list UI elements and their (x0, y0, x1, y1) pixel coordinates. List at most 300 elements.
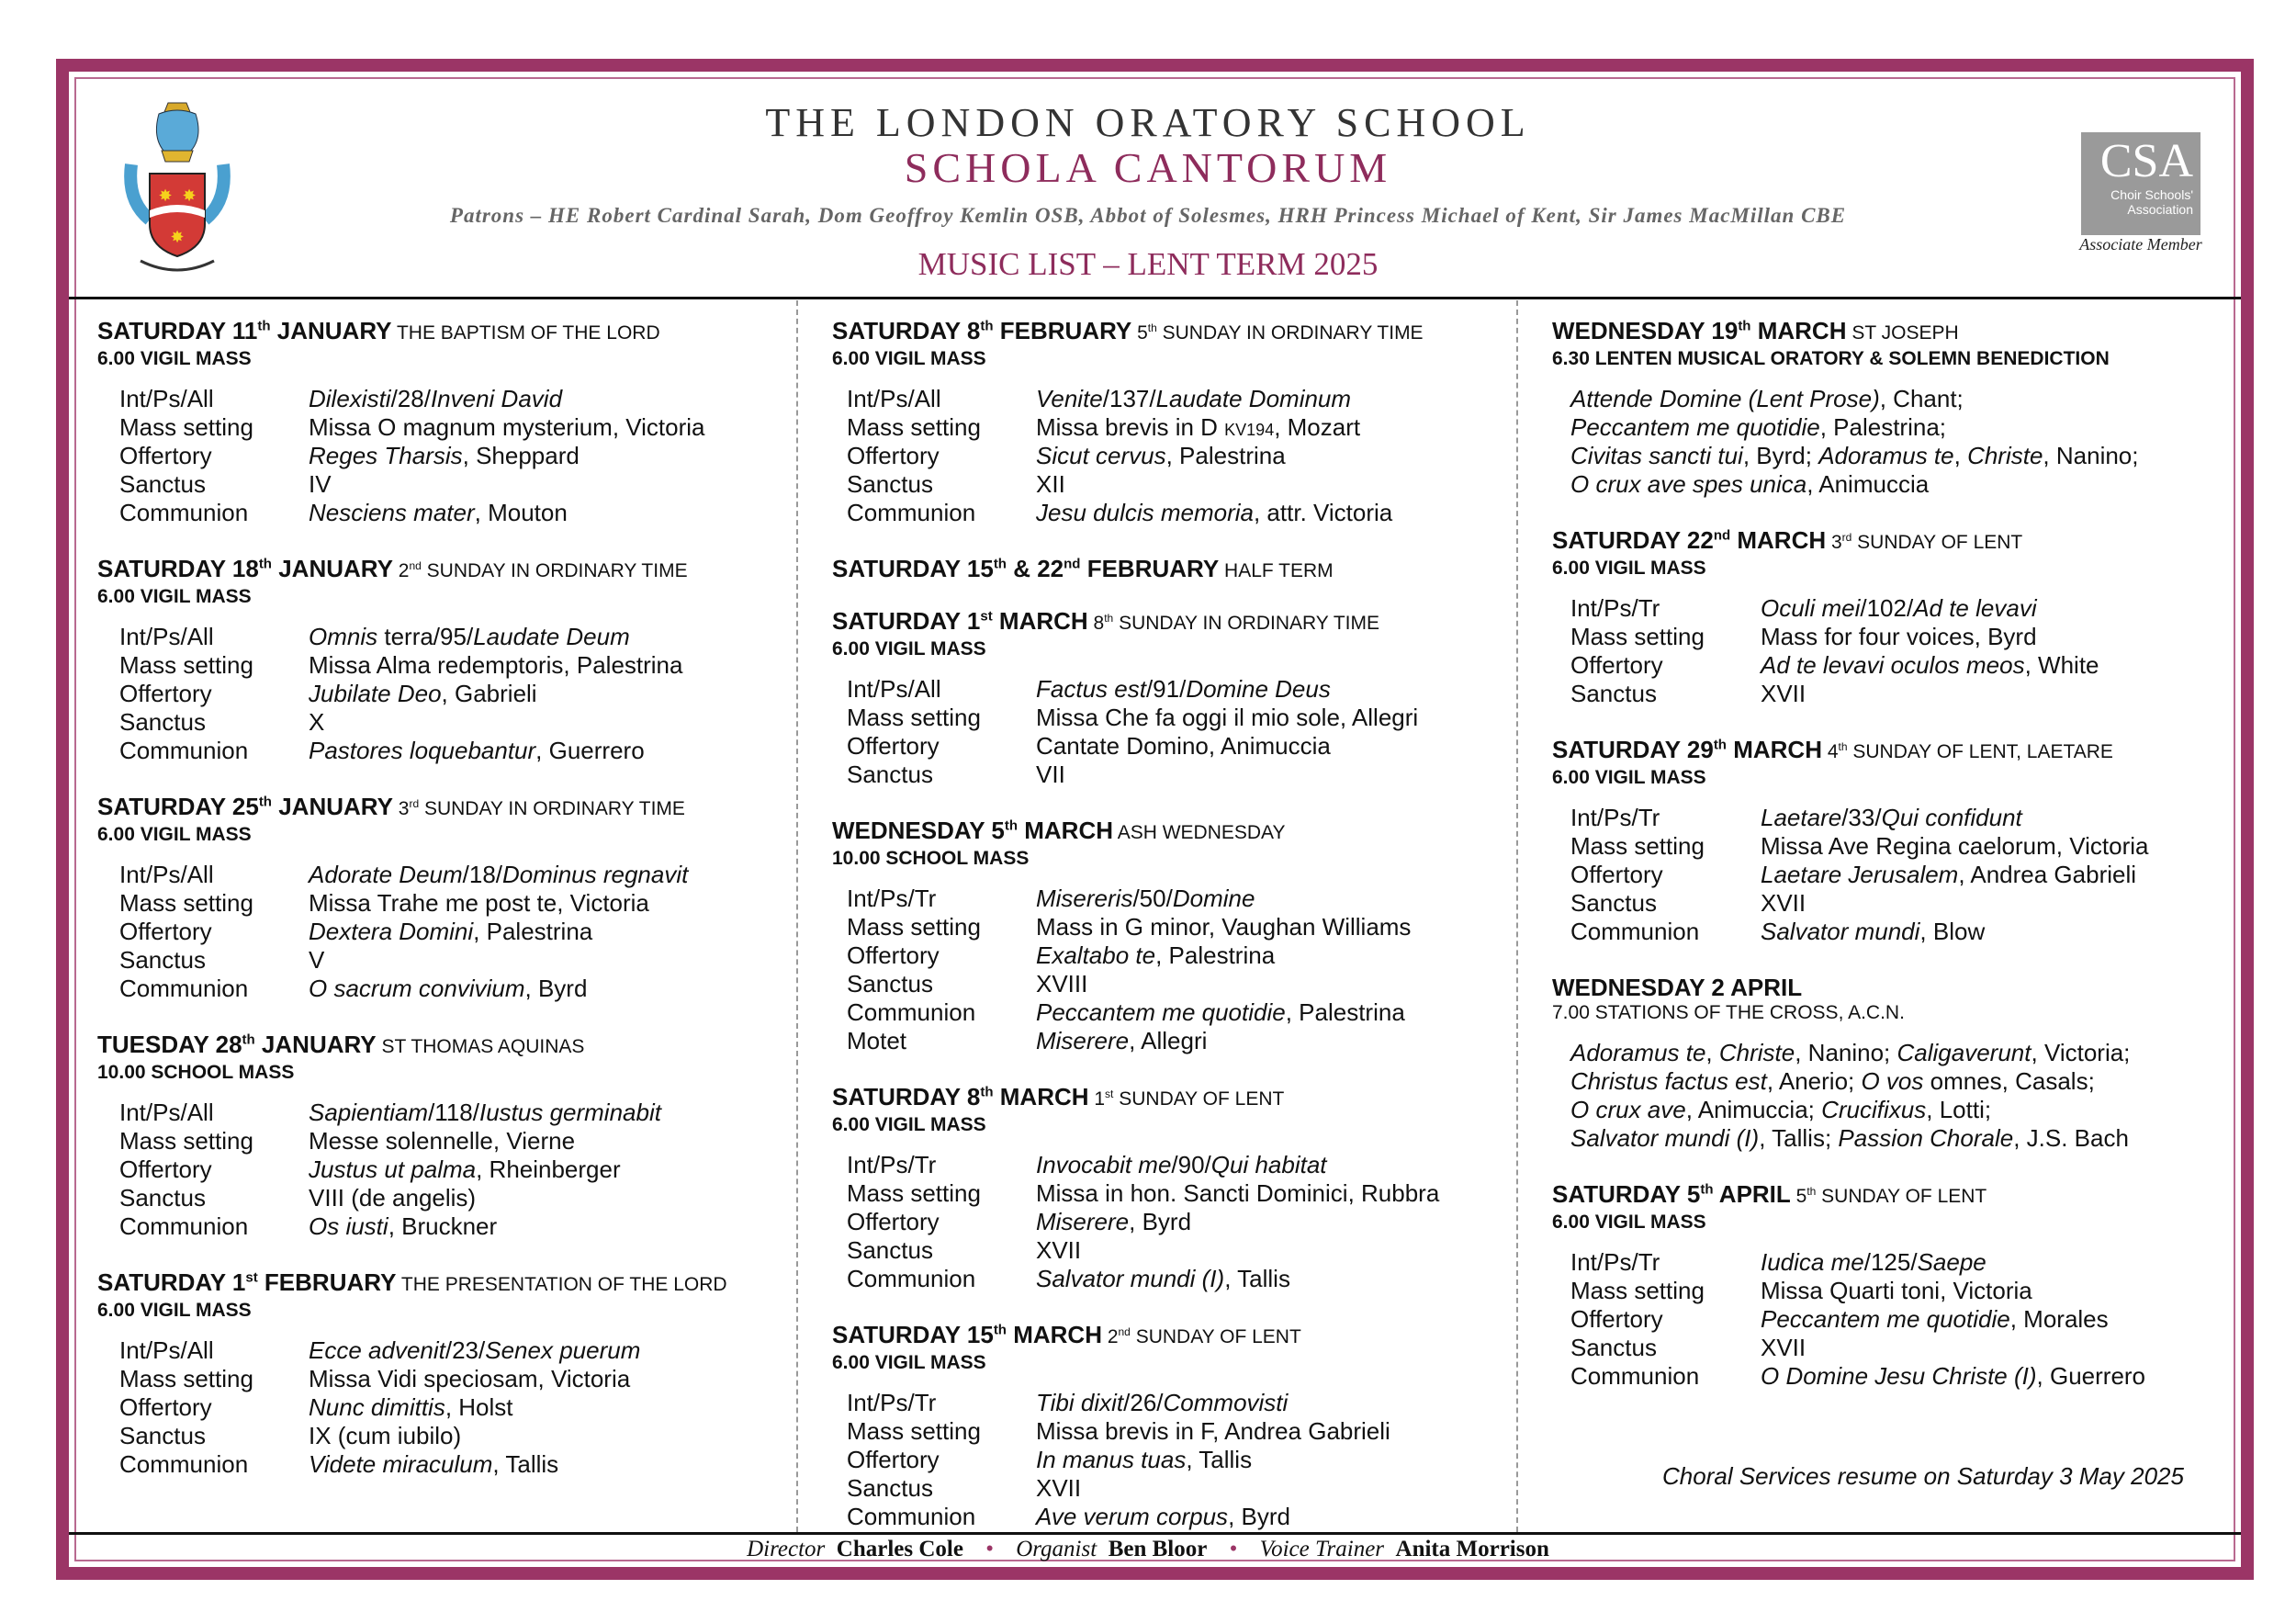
music-row (97, 1212, 727, 1241)
row-value (1761, 832, 2148, 861)
column-divider (1516, 300, 1518, 1532)
music-rows (97, 385, 727, 527)
date-text: MARCH (1730, 526, 1827, 554)
service-section (832, 318, 1424, 527)
text-run: Missa brevis in D (1036, 413, 1225, 441)
row-value (1036, 413, 1360, 445)
date-text: WEDNESDAY 19 (1552, 317, 1739, 344)
text-run: , Morales (2009, 1305, 2109, 1333)
italic-title: Adorate Deum (309, 861, 463, 888)
text-run: , J.S. Bach (2013, 1124, 2129, 1152)
occasion-text: HALF TERM (1219, 560, 1334, 581)
row-label: Int/Ps/Tr (847, 1389, 937, 1416)
text-run: , Guerrero (535, 737, 645, 764)
row-label: Sanctus (119, 1422, 206, 1449)
row-label: Offertory (119, 918, 212, 945)
row-value (1761, 804, 2022, 832)
text-run: Cantate Domino, Animuccia (1036, 732, 1331, 760)
row-value (1761, 1334, 1806, 1362)
director-role: Director (747, 1537, 826, 1561)
row-value (309, 1393, 513, 1422)
service-time: 6.00 VIGIL MASS (832, 1352, 986, 1373)
section-heading (832, 608, 1424, 637)
row-label: Mass setting (847, 913, 981, 941)
row-label: Int/Ps/Tr (847, 885, 937, 912)
row-value (1761, 861, 2136, 889)
italic-title: Misereris (1036, 885, 1133, 912)
music-line (1552, 413, 2139, 442)
row-label: Int/Ps/All (847, 675, 941, 703)
ordinal-suffix: th (258, 556, 272, 572)
music-row (832, 470, 1424, 499)
row-value (1761, 1277, 2032, 1305)
row-value (1036, 998, 1405, 1027)
italic-title: Nesciens mater (309, 499, 475, 526)
ordinal-suffix: nd (409, 559, 422, 572)
row-value (1036, 761, 1065, 789)
service-section (832, 556, 1424, 584)
text-run: Missa in hon. Sancti Dominici, Rubbra (1036, 1179, 1440, 1207)
row-label: Sanctus (119, 470, 206, 498)
italic-title: Oculi mei (1761, 594, 1861, 622)
section-heading (97, 1031, 727, 1060)
music-line (1552, 442, 2139, 470)
text-run: /137/ (1102, 385, 1156, 412)
music-row (97, 1336, 727, 1365)
row-value (309, 470, 332, 499)
occasion-text: 1 (1088, 1088, 1106, 1110)
music-row (832, 704, 1424, 732)
date-text: FEBRUARY (1080, 555, 1220, 582)
occasion-text: SUNDAY OF LENT (1130, 1326, 1301, 1347)
music-line (1552, 470, 2139, 499)
row-value (1761, 1248, 1986, 1277)
text-run: /28/ (390, 385, 431, 412)
section-heading (832, 817, 1424, 846)
date-text: MARCH (1018, 817, 1114, 844)
section-heading (1552, 975, 2139, 1000)
patrons-line: Patrons – HE Robert Cardinal Sarah, Dom Geoffroy Kemlin OSB, Abbot of Solesmes, HRH Princess Michael of Kent, Sir James MacMillan CBE (449, 204, 1847, 227)
row-value (309, 1127, 575, 1155)
row-value (1036, 1236, 1081, 1265)
date-text: WEDNESDAY 5 (832, 817, 1005, 844)
row-value (1036, 470, 1065, 499)
music-rows (1552, 1248, 2146, 1391)
row-value (309, 1336, 640, 1365)
section-heading (832, 1322, 1424, 1350)
row-label: Communion (119, 737, 249, 764)
text-run: /125/ (1863, 1248, 1918, 1276)
row-label: Mass setting (119, 1127, 253, 1155)
italic-title: Laudate Dominum (1155, 385, 1352, 412)
ordinal-suffix: rd (1841, 531, 1852, 544)
ordinal-suffix: rd (409, 797, 420, 810)
text-run: , Tallis (492, 1450, 559, 1478)
row-value (1761, 680, 1806, 708)
date-text: SATURDAY 15 (832, 555, 994, 582)
music-rows (832, 385, 1424, 527)
section-heading (97, 794, 727, 822)
date-text: TUESDAY 28 (97, 1031, 242, 1058)
music-row (832, 675, 1424, 704)
row-label: Offertory (1570, 1305, 1663, 1333)
italic-title: Saepe (1917, 1248, 1986, 1276)
row-value (1036, 913, 1411, 941)
italic-title: Dominus regnavit (502, 861, 689, 888)
row-value (309, 918, 592, 946)
italic-title: O sacrum convivium (309, 975, 525, 1002)
row-value (1036, 1265, 1290, 1293)
row-value (309, 861, 688, 889)
row-label: Offertory (847, 941, 940, 969)
column-3 (1552, 317, 2149, 1419)
row-value (309, 651, 682, 680)
music-row (97, 1184, 727, 1212)
music-row (1552, 1248, 2139, 1277)
date-text: FEBRUARY (257, 1268, 397, 1296)
resume-note: Choral Services resume on Saturday 3 May 2025 (1662, 1462, 2184, 1490)
music-row (832, 1389, 1424, 1417)
occasion-text: 8 (1087, 613, 1105, 634)
italic-title: Venite (1036, 385, 1103, 412)
service-section (97, 794, 727, 1003)
text-run: Missa Che fa oggi il mio sole, Allegri (1036, 704, 1419, 731)
music-row (1552, 861, 2139, 889)
row-label: Offertory (1570, 861, 1663, 888)
row-label: Offertory (119, 680, 212, 707)
row-value (1036, 885, 1255, 913)
row-value (1036, 1503, 1290, 1531)
italic-title: Invocabit me (1036, 1151, 1172, 1178)
music-rows (832, 1389, 1424, 1531)
text-run: Missa Vidi speciosam, Victoria (309, 1365, 631, 1392)
italic-title: O crux ave spes unica (1570, 470, 1807, 498)
date-text: APRIL (1713, 1180, 1791, 1208)
csa-logo-letters: CSA (2099, 135, 2193, 187)
row-label: Communion (1570, 918, 1700, 945)
date-text: MARCH (1726, 736, 1822, 763)
text-run: X (309, 708, 325, 736)
text-run: , Byrd (1228, 1503, 1290, 1530)
date-text: & 22 (1006, 555, 1064, 582)
italic-title: O crux ave (1570, 1096, 1686, 1123)
service-time: 6.00 VIGIL MASS (1552, 767, 1706, 788)
music-rows (97, 1099, 727, 1241)
italic-title: Adoramus te (1818, 442, 1954, 469)
row-value (1036, 385, 1351, 413)
music-row (97, 889, 727, 918)
text-run: Missa O magnum mysterium, Victoria (309, 413, 705, 441)
service-time: 6.00 VIGIL MASS (97, 1300, 252, 1321)
text-run: , Tallis (1224, 1265, 1290, 1292)
service-section (832, 817, 1424, 1055)
section-heading (832, 1084, 1424, 1112)
choir-title: SCHOLA CANTORUM (904, 144, 1392, 191)
ordinal-suffix: nd (1064, 556, 1081, 572)
text-run: XVII (1036, 1236, 1082, 1264)
music-row (1552, 1305, 2139, 1334)
row-value (1761, 918, 1985, 946)
row-label: Mass setting (119, 889, 253, 917)
separator-bullet: • (1229, 1537, 1238, 1561)
music-row (97, 918, 727, 946)
italic-title: In manus tuas (1036, 1446, 1187, 1473)
text-run: , Gabrieli (441, 680, 537, 707)
row-label: Offertory (847, 442, 940, 469)
row-label: Int/Ps/Tr (1570, 594, 1660, 622)
date-text: SATURDAY 15 (832, 1321, 994, 1348)
ordinal-suffix: th (1700, 1181, 1714, 1198)
row-value (1036, 442, 1286, 470)
service-time: 10.00 SCHOOL MASS (832, 848, 1030, 869)
text-run: , (1705, 1039, 1719, 1066)
row-value (309, 442, 580, 470)
row-label: Communion (847, 1503, 976, 1530)
row-label: Int/Ps/Tr (847, 1151, 937, 1178)
occasion-text (1842, 532, 1852, 553)
row-label: Int/Ps/All (119, 1336, 214, 1364)
row-label: Communion (119, 975, 249, 1002)
italic-title: Nunc dimittis (309, 1393, 445, 1421)
italic-title: Salvator mundi (1761, 918, 1920, 945)
music-row (97, 1155, 727, 1184)
school-title: THE LONDON ORATORY SCHOOL (765, 100, 1531, 145)
music-row (832, 1503, 1424, 1531)
text-run: , Animuccia (1806, 470, 1930, 498)
service-time: 6.00 VIGIL MASS (97, 348, 252, 369)
row-value (1036, 1389, 1288, 1417)
text-run: /102/ (1860, 594, 1914, 622)
text-run: IX (cum iubilo) (309, 1422, 462, 1449)
music-line (1552, 1039, 2139, 1067)
music-row (97, 470, 727, 499)
row-label: Sanctus (119, 1184, 206, 1212)
row-value (1036, 499, 1392, 527)
text-run: , (1953, 442, 1968, 469)
italic-title: Senex puerum (485, 1336, 641, 1364)
occasion-text (409, 560, 421, 581)
music-row (97, 442, 727, 470)
music-row (832, 732, 1424, 761)
service-section (97, 1269, 727, 1479)
row-label: Communion (847, 1265, 976, 1292)
music-row (1552, 832, 2149, 861)
column-1 (97, 318, 727, 1507)
row-label: Mass setting (1570, 1277, 1705, 1304)
organist-name: Ben Bloor (1108, 1537, 1208, 1561)
ordinal-suffix: th (258, 794, 272, 810)
italic-title: Inveni David (430, 385, 563, 412)
music-row (832, 499, 1424, 527)
row-value (309, 413, 705, 442)
music-rows (1552, 804, 2149, 946)
ordinal-suffix: th (980, 1084, 994, 1100)
italic-title: Omnis (309, 623, 378, 650)
row-label: Int/Ps/All (119, 861, 214, 888)
service-time: 6.00 VIGIL MASS (832, 348, 986, 369)
trainer-name: Anita Morrison (1395, 1537, 1549, 1561)
italic-title: Dilexisti (309, 385, 391, 412)
music-rows (97, 623, 727, 765)
row-label: Motet (847, 1027, 907, 1054)
section-heading (1552, 318, 2139, 346)
row-label: Offertory (1570, 651, 1663, 679)
row-label: Mass setting (847, 1179, 981, 1207)
occasion-text (409, 798, 419, 819)
row-label: Int/Ps/All (119, 1099, 214, 1126)
ordinal-suffix: st (980, 608, 993, 625)
row-value (1036, 704, 1418, 732)
section-heading (832, 556, 1424, 584)
date-text: SATURDAY 11 (97, 317, 258, 344)
music-row (832, 1208, 1424, 1236)
italic-title: Iudica me (1761, 1248, 1864, 1276)
music-row (832, 761, 1424, 789)
section-heading (97, 1269, 727, 1298)
text-run: , Palestrina (1155, 941, 1276, 969)
music-row (97, 1127, 727, 1155)
text-run: /18/ (462, 861, 503, 888)
service-section (1552, 318, 2139, 499)
occasion-text: ASH WEDNESDAY (1113, 822, 1286, 843)
occasion-text: SUNDAY OF LENT, LAETARE (1847, 741, 2113, 762)
italic-title: Christe (1718, 1039, 1795, 1066)
text-run: terra/95/ (377, 623, 474, 650)
music-line (1552, 385, 2139, 413)
text-run: VII (1036, 761, 1065, 788)
music-row (832, 1417, 1424, 1446)
row-label: Mass setting (847, 704, 981, 731)
music-row (97, 413, 727, 442)
italic-title: Justus ut palma (309, 1155, 477, 1183)
text-run: , Allegri (1129, 1027, 1208, 1054)
row-label: Offertory (847, 1208, 940, 1235)
occasion-text (1105, 1088, 1113, 1110)
music-row (97, 708, 727, 737)
occasion-text: 3 (392, 798, 410, 819)
music-lines (1552, 1039, 2139, 1153)
italic-title: Ave verum corpus (1036, 1503, 1229, 1530)
music-row (832, 1265, 1424, 1293)
row-value (309, 1365, 630, 1393)
date-text: MARCH (992, 607, 1088, 635)
service-time: 6.00 VIGIL MASS (1552, 1212, 1706, 1233)
italic-title: Qui habitat (1210, 1151, 1327, 1178)
date-text: SATURDAY 25 (97, 793, 259, 820)
music-rows (832, 1151, 1440, 1293)
music-row (832, 998, 1424, 1027)
ordinal-suffix: st (1105, 1088, 1114, 1100)
music-row (1552, 889, 2139, 918)
service-section (832, 608, 1424, 789)
row-value (1761, 594, 2037, 623)
row-value (309, 946, 324, 975)
text-run: Missa Alma redemptoris, Palestrina (309, 651, 683, 679)
row-label: Sanctus (847, 970, 933, 997)
italic-title: Laudate Deum (473, 623, 630, 650)
italic-title: O vos (1861, 1067, 1924, 1095)
occasion-text: 5 (1790, 1186, 1807, 1207)
row-label: Communion (119, 1212, 249, 1240)
row-value (1761, 1305, 2109, 1334)
ordinal-suffix: th (980, 318, 994, 334)
service-section (1552, 975, 2139, 1153)
occasion-text: SUNDAY IN ORDINARY TIME (1156, 322, 1424, 344)
occasion-text: SUNDAY OF LENT (1113, 1088, 1285, 1110)
row-label: Int/Ps/Tr (1570, 804, 1660, 831)
service-section (97, 556, 727, 765)
row-value (309, 889, 649, 918)
text-run: Missa Quarti toni, Victoria (1761, 1277, 2032, 1304)
service-time: 6.30 LENTEN MUSICAL ORATORY & SOLEMN BENEDICTION (1552, 348, 2110, 369)
row-value (1036, 970, 1087, 998)
service-section (97, 1031, 727, 1241)
text-run: , Guerrero (2036, 1362, 2146, 1390)
column-divider (796, 300, 798, 1532)
staff-footer (0, 1535, 2296, 1564)
text-run: , Mozart (1274, 413, 1361, 441)
row-value (309, 1422, 461, 1450)
date-text: WEDNESDAY 2 APRIL (1552, 974, 1803, 1001)
italic-title: Peccantem me quotidie (1036, 998, 1286, 1026)
music-row (1552, 804, 2139, 832)
music-row (97, 680, 727, 708)
italic-title: Ecce advenit (309, 1336, 445, 1364)
text-run: XVII (1761, 1334, 1806, 1361)
text-run: Missa Ave Regina caelorum, Victoria (1761, 832, 2149, 860)
italic-title: Factus est (1036, 675, 1146, 703)
music-row (1552, 1362, 2146, 1391)
occasion-text (1806, 1186, 1816, 1207)
date-text: MARCH (1006, 1321, 1102, 1348)
italic-title: Ad te levavi oculos meos (1761, 651, 2025, 679)
italic-title: Salvator mundi (I) (1036, 1265, 1225, 1292)
row-label: Mass setting (119, 651, 253, 679)
music-row (832, 1179, 1440, 1208)
music-row (97, 1099, 727, 1127)
text-run: XVII (1761, 889, 1806, 917)
date-text: SATURDAY 29 (1552, 736, 1714, 763)
text-run: , Sheppard (462, 442, 580, 469)
date-text: JANUARY (271, 555, 393, 582)
music-row (97, 651, 727, 680)
italic-title: Ad te levavi (1913, 594, 2037, 622)
italic-title: Reges Tharsis (309, 442, 463, 469)
date-text: SATURDAY 5 (1552, 1180, 1701, 1208)
music-row (1552, 918, 2139, 946)
occasion-text (1104, 613, 1113, 634)
service-time: 6.00 VIGIL MASS (832, 1114, 986, 1135)
music-row (1552, 651, 2139, 680)
ordinal-suffix: th (993, 556, 1007, 572)
music-line (1552, 1067, 2139, 1096)
row-value (309, 499, 568, 527)
date-text: SATURDAY 1 (832, 607, 981, 635)
service-time: 10.00 SCHOOL MASS (97, 1062, 295, 1083)
row-label: Mass setting (119, 413, 253, 441)
service-section (1552, 527, 2139, 708)
music-rows (832, 675, 1424, 789)
row-label: Sanctus (119, 946, 206, 974)
service-time: 7.00 STATIONS OF THE CROSS, A.C.N. (1552, 1002, 1905, 1023)
row-label: Sanctus (1570, 680, 1657, 707)
service-section (97, 318, 727, 527)
italic-title: Sapientiam (309, 1099, 429, 1126)
italic-title: Videte miraculum (309, 1450, 493, 1478)
section-heading (1552, 737, 2139, 765)
row-label: Sanctus (1570, 889, 1657, 917)
header-divider (69, 297, 2241, 299)
